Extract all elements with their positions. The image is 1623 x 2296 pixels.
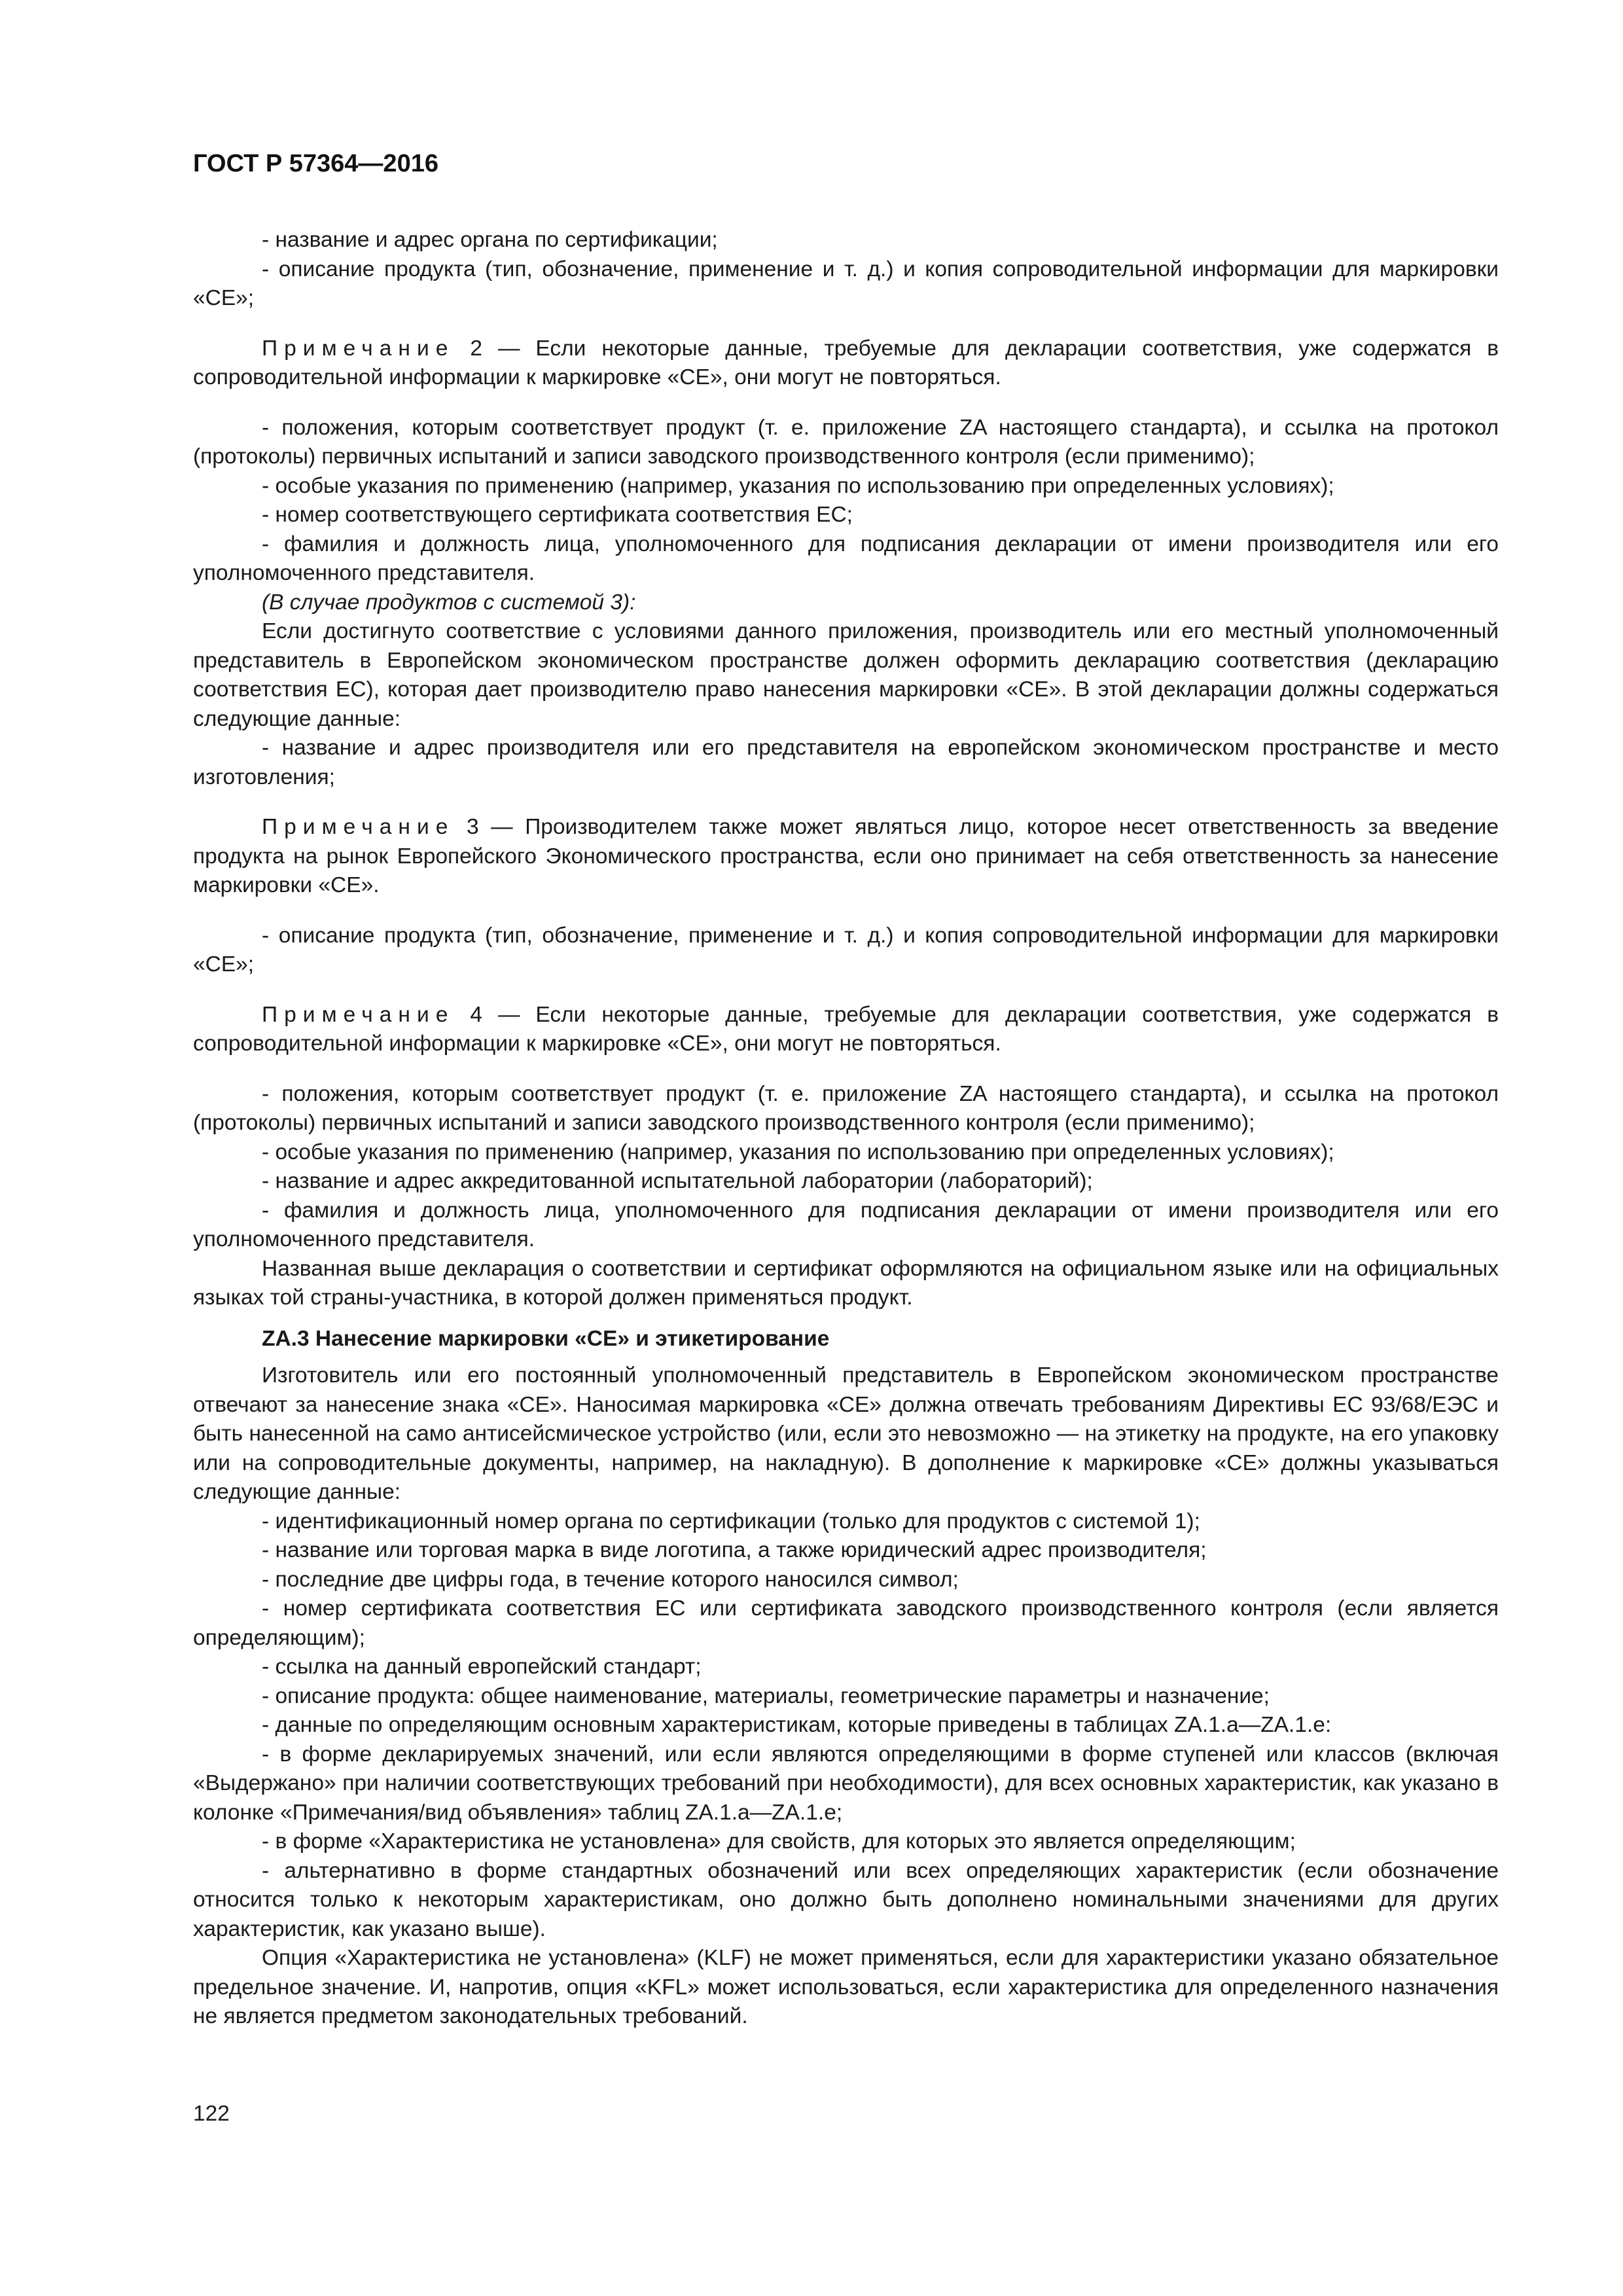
note-2: [193, 334, 1499, 393]
page-number: 122: [193, 2102, 230, 2126]
paragraph: - описание продукта (тип, обозначение, применение и т. д.) и копия сопроводительной информации для маркировки «CE»;: [193, 923, 1499, 977]
paragraph: - номер соответствующего сертификата соответствия ЕС;: [262, 503, 853, 527]
note-4: [193, 1001, 1499, 1059]
paragraph: Если достигнуто соответствие с условиями данного приложения, производитель или его местный уполномоченный представитель в Европейском экономическом пространстве должен оформить декларацию соответствия (декларацию соответствия ЕС), которая дает производителю право нанесения маркировки «CE». В этой декларации должны содержаться следующие данные:: [193, 619, 1499, 731]
paragraph: - номер сертификата соответствия ЕС или сертификата заводского производственного контроля (если является определяющим);: [193, 1596, 1499, 1650]
paragraph: - название и адрес органа по сертификации;: [262, 228, 718, 252]
note-text: 4 — Если некоторые данные, требуемые для декларации соответствия, уже содержатся в сопроводительной информации к маркировке «CE», они могут не повторяться.: [193, 1002, 1499, 1056]
paragraph: Названная выше декларация о соответствии и сертификат оформляются на официальном языке или на официальных языках той страны-участника, в которой должен применяться продукт.: [193, 1256, 1499, 1310]
paragraph: - в форме декларируемых значений, или если являются определяющими в форме ступеней или классов (включая «Выдержано» при наличии соответствующих требований при необходимости), для всех основных характеристик, как указано в колонке «Примечания/вид объявления» таблиц ZA.1.a—ZA.1.e;: [193, 1742, 1499, 1825]
paragraph: - название и адрес аккредитованной испытательной лаборатории (лабораторий);: [262, 1169, 1093, 1193]
section-heading-za3: ZA.3 Нанесение маркировки «CE» и этикетирование: [262, 1326, 830, 1351]
paragraph: - идентификационный номер органа по сертификации (только для продуктов с системой 1);: [262, 1509, 1200, 1534]
body-text: [193, 226, 1499, 2032]
paragraph: - альтернативно в форме стандартных обозначений или всех определяющих характеристик (если обозначение относится только к некоторым характеристикам, оно должно быть дополнено номинальными значениями для других характеристик, как указано выше).: [193, 1858, 1499, 1941]
paragraph: Опция «Характеристика не установлена» (KLF) не может применяться, если для характеристики указано обязательное предельное значение. И, напротив, опция «KFL» может использоваться, если характеристика для определенного назначения не является предметом законодательных требований.: [193, 1946, 1499, 2028]
paragraph: - название и адрес производителя или его представителя на европейском экономическом пространстве и место изготовления;: [193, 736, 1499, 789]
paragraph: - положения, которым соответствует продукт (т. е. приложение ZA настоящего стандарта), и ссылка на протокол (протоколы) первичных испытаний и записи заводского производственного контроля (если применимо);: [193, 1081, 1499, 1135]
paragraph: - описание продукта: общее наименование, материалы, геометрические параметры и назначение;: [262, 1683, 1270, 1708]
paragraph: - последние две цифры года, в течение которого наносился символ;: [262, 1567, 959, 1592]
note-text: 3 — Производителем также может являться лицо, которое несет ответственность за введение продукта на рынок Европейского Экономического пространства, если оно принимает на себя ответственность за нанесение маркировки «CE».: [193, 815, 1499, 897]
note-label: Примечание: [262, 336, 455, 361]
paragraph: - положения, которым соответствует продукт (т. е. приложение ZA настоящего стандарта), и ссылка на протокол (протоколы) первичных испытаний и записи заводского производственного контроля (если применимо);: [193, 415, 1499, 469]
note-label: Примечание: [262, 1002, 455, 1027]
note-text: 2 — Если некоторые данные, требуемые для декларации соответствия, уже содержатся в сопроводительной информации к маркировке «CE», они могут не повторяться.: [193, 336, 1499, 389]
italic-subheading: (В случае продуктов с системой 3):: [262, 590, 636, 615]
paragraph: - данные по определяющим основным характеристикам, которые приведены в таблицах ZA.1.a—ZA.1.e:: [262, 1713, 1332, 1737]
paragraph: - особые указания по применению (например, указания по использованию при определенных условиях);: [262, 1139, 1334, 1164]
paragraph: - название или торговая марка в виде логотипа, а также юридический адрес производителя;: [262, 1538, 1207, 1562]
paragraph: - особые указания по применению (например, указания по использованию при определенных условиях);: [262, 473, 1334, 498]
paragraph: Изготовитель или его постоянный уполномоченный представитель в Европейском экономическом пространстве отвечают за нанесение знака «CE». Наносимая маркировка «CE» должна отвечать требованиям Директивы ЕС 93/68/ЕЭС и быть нанесенной на само антисейсмическое устройство (или, если это невозможно — на этикетку на продукте, на его упаковку или на сопроводительные документы, например, на накладную). В дополнение к маркировке «CE» должны указываться следующие данные:: [193, 1363, 1499, 1504]
paragraph: - в форме «Характеристика не установлена» для свойств, для которых это является определяющим;: [262, 1829, 1296, 1854]
note-3: [193, 813, 1499, 901]
paragraph: - описание продукта (тип, обозначение, применение и т. д.) и копия сопроводительной информации для маркировки «CE»;: [193, 257, 1499, 310]
paragraph: - фамилия и должность лица, уполномоченного для подписания декларации от имени производителя или его уполномоченного представителя.: [193, 1198, 1499, 1251]
document-code-header: ГОСТ Р 57364—2016: [193, 150, 438, 177]
note-label: Примечание: [262, 815, 455, 839]
document-page: [193, 0, 1499, 2296]
paragraph: - ссылка на данный европейский стандарт;: [262, 1655, 702, 1679]
paragraph: - фамилия и должность лица, уполномоченного для подписания декларации от имени производителя или его уполномоченного представителя.: [193, 531, 1499, 585]
